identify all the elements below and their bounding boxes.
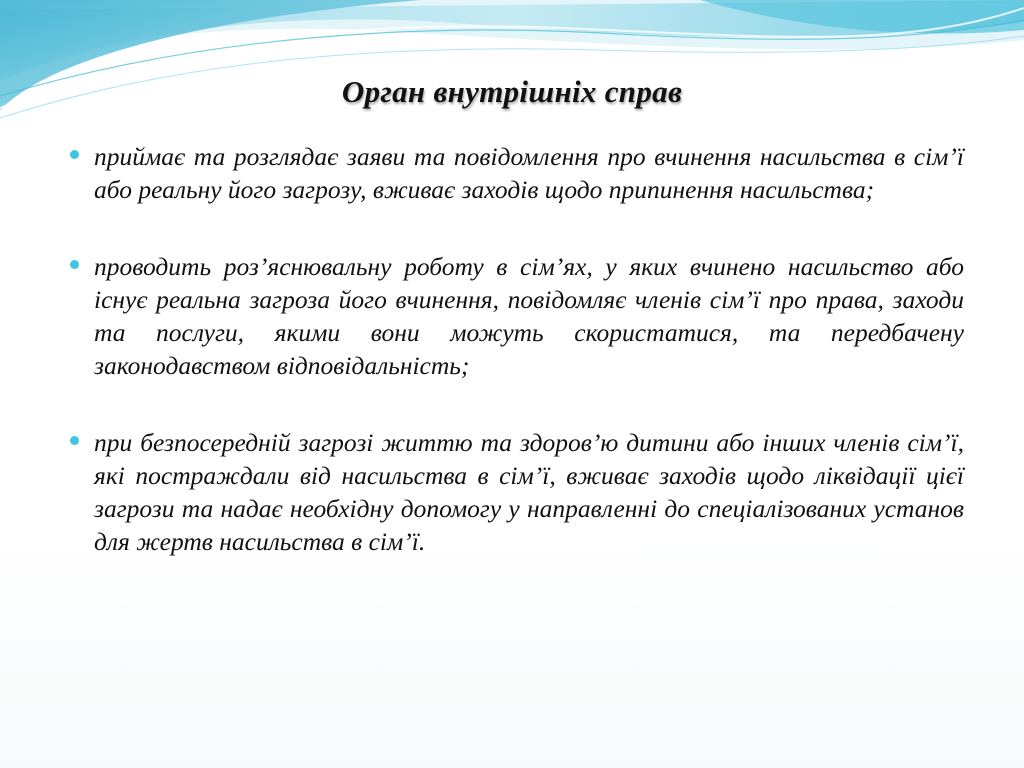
bullet-text: проводить роз’яснювальну роботу в сім’ях, у яких вчинено насильство або існує реальна загроза його вчинення, повідомляє членів сім’ї про права, заходи та послуги, якими вони можуть скористатися, та передбачену законодавством відповідальність; (94, 252, 964, 380)
bullet-list (62, 140, 964, 602)
bullet-dot-icon (70, 436, 79, 445)
bullet-item (62, 140, 964, 206)
slide-title: Орган внутрішніх справ (341, 74, 683, 109)
bullet-dot-icon (70, 150, 79, 159)
bullet-item (62, 426, 964, 558)
bullet-dot-icon (70, 260, 79, 269)
bullet-text: при безпосередній загрозі життю та здоров’ю дитини або інших членів сім’ї, які постраждали від насильства в сім’ї, вживає заходів щодо ліквідації цієї загрози та надає необхідну допомогу у направленні до спеціалізованих установ для жертв насильства в сім’ї. (94, 428, 964, 556)
bullet-item (62, 250, 964, 382)
bullet-text: приймає та розглядає заяви та повідомлення про вчинення насильства в сім’ї або реальну його загрозу, вживає заходів щодо припинення насильства; (94, 142, 964, 204)
decorative-wave-header (0, 0, 1024, 130)
